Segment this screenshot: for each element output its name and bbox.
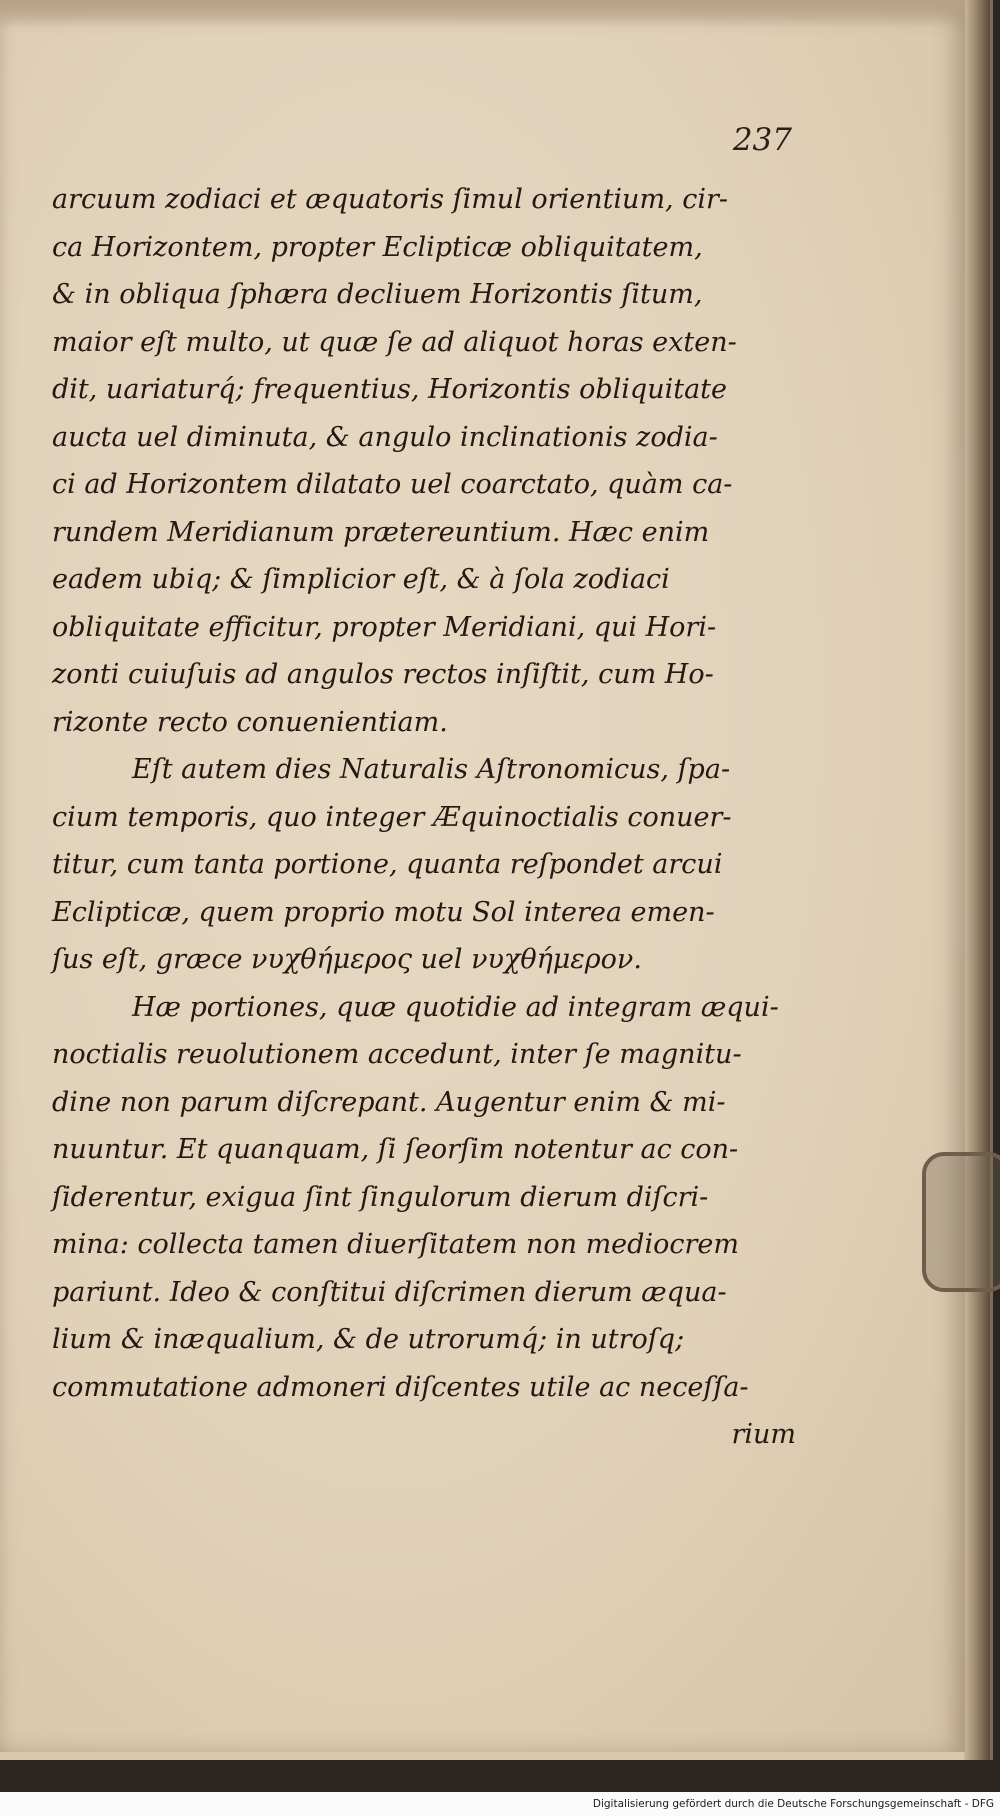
text-line: arcuum zodiaci et æquatoris ſimul orientium, cir- [52,184,729,215]
text-line: mina: collecta tamen diuerſitatem non mediocrem [52,1229,739,1260]
text-line: cium temporis, quo integer Æquinoctialis conuer- [52,801,732,833]
text-line: Eclipticæ, quem proprio motu Sol interea emen- [52,896,715,928]
digitization-credit: Digitalisierung gefördert durch die Deutsche Forschungsgemeinschaft - DFG [592,1798,994,1810]
text-line: dit, uariaturq́; frequentius, Horizontis obliquitate [52,374,728,405]
text-line: noctialis reuolutionem accedunt, inter ſe magnitu- [52,1039,742,1070]
text-line: ſus eſt, græce νυχθήμερος uel νυχθήμερον. [52,944,642,975]
text-line: aucta uel diminuta, & angulo inclinationis zodia- [52,421,718,453]
text-line: ci ad Horizontem dilatato uel coarctato, quàm ca- [52,469,733,500]
text-line: ſiderentur, exigua ſint ſingulorum dierum diſcri- [52,1181,709,1213]
text-line: obliquitate efficitur, propter Meridiani, qui Hori- [52,611,717,643]
text-line: dine non parum diſcrepant. Augentur enim & mi- [52,1086,726,1118]
book-clasp [922,1152,1000,1292]
text-line: pariunt. Ideo & conſtitui diſcrimen dierum æqua- [52,1276,727,1308]
text-line: nuuntur. Et quanquam, ſi ſeorſim notentur ac con- [52,1134,739,1165]
paragraph-start-line: Eſt autem dies Naturalis Aſtronomicus, ſpa- [132,754,731,785]
text-line: zonti cuiuſuis ad angulos rectos inſiſtit, cum Ho- [52,659,714,690]
text-line: titur, cum tanta portione, quanta reſpondet arcui [52,849,723,880]
text-line: commutatione admoneri diſcentes utile ac neceſſa- [52,1371,749,1403]
text-line: maior eſt multo, ut quæ ſe ad aliquot horas exten- [52,326,737,358]
paragraph-start-line: Hæ portiones, quæ quotidie ad integram æqui- [132,991,779,1023]
body-text [52,176,800,1459]
text-line: & in obliqua ſphæra decliuem Horizontis ſitum, [52,279,703,310]
catchword: rium [731,1419,796,1450]
page-top-shadow [0,0,965,28]
text-line: lium & inæqualium, & de utrorumq́; in utroſq; [52,1324,685,1355]
text-line: eadem ubiq; & ſimplicior eſt, & à ſola zodiaci [52,564,670,595]
page-edge [964,0,990,1760]
page-number: 237 [732,122,792,158]
text-line: ca Horizontem, propter Eclipticæ obliquitatem, [52,231,703,263]
text-line: rizonte recto conuenientiam. [52,706,448,738]
text-line: rundem Meridianum prætereuntium. Hæc enim [52,516,710,548]
